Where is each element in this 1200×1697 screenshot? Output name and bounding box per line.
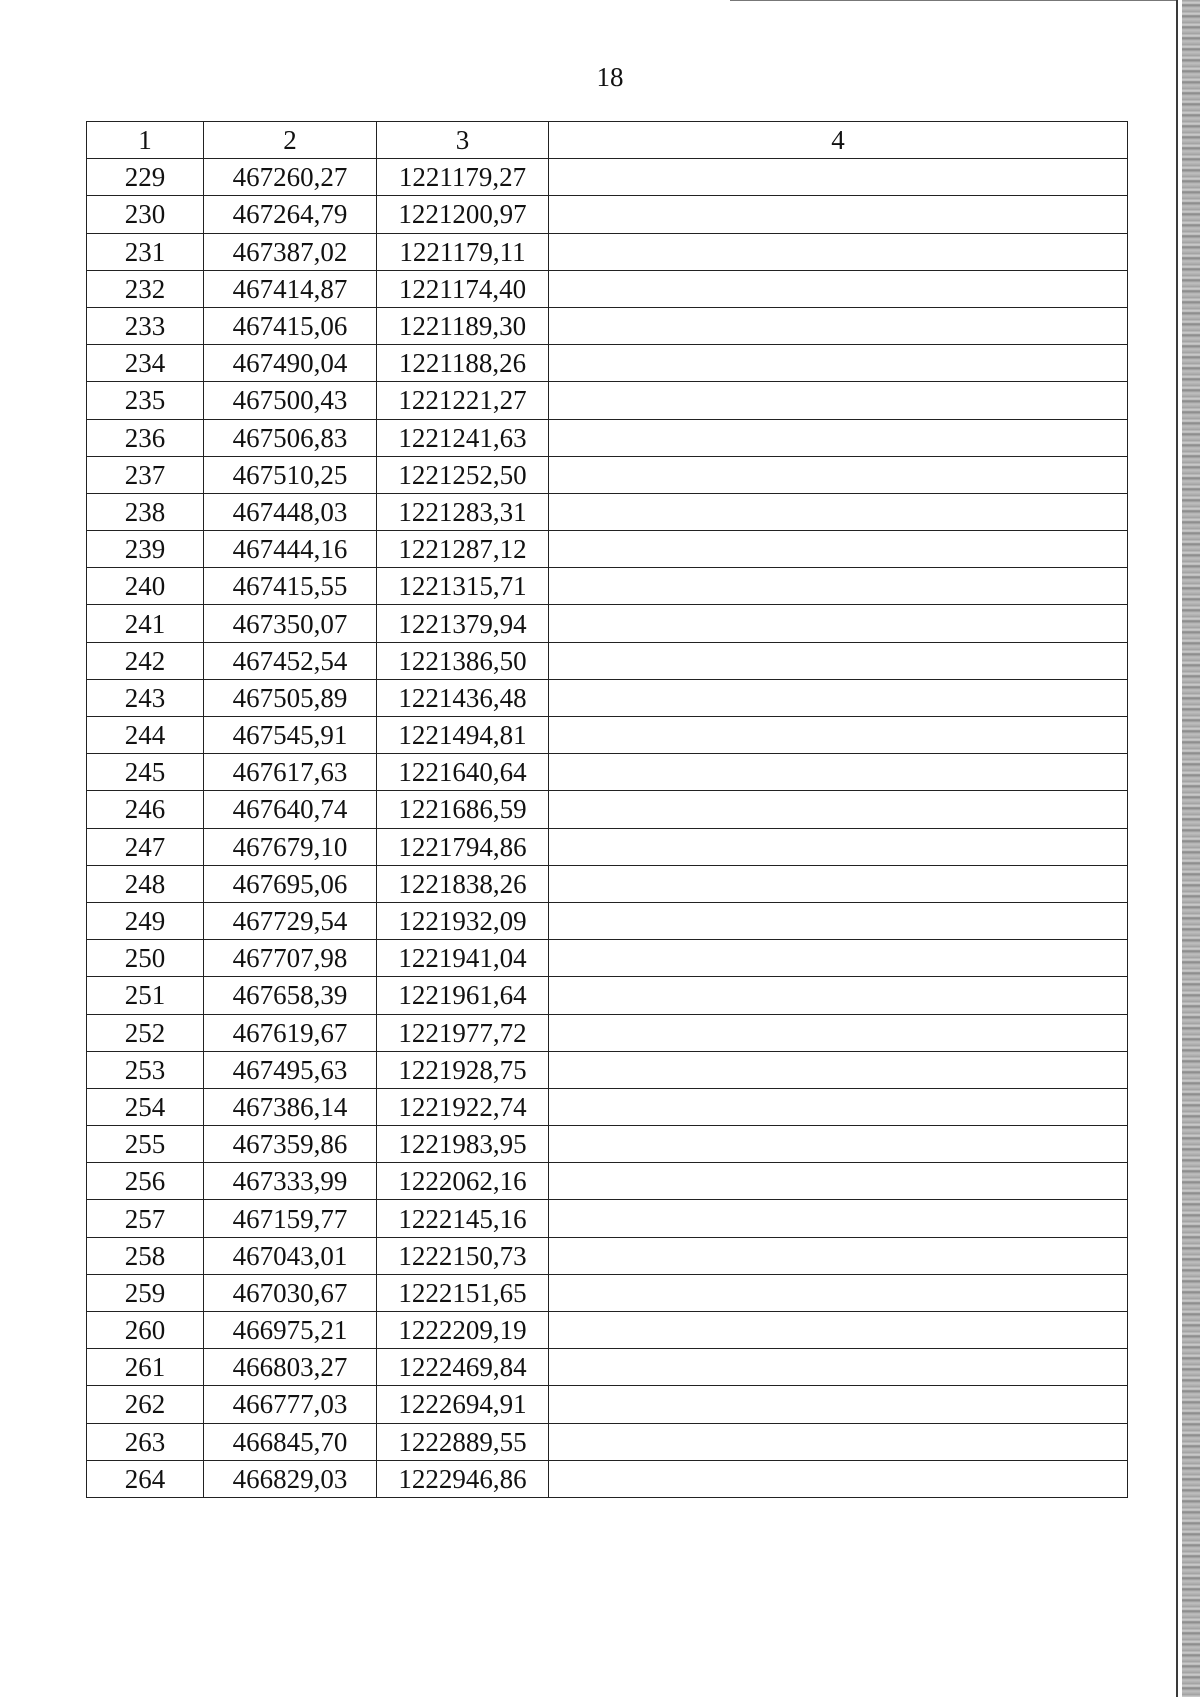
table-row: [87, 493, 1128, 530]
y-coordinate-cell: 1221932,09: [377, 902, 549, 939]
note-cell: [549, 456, 1128, 493]
y-coordinate-cell: 1221252,50: [377, 456, 549, 493]
table-row: [87, 940, 1128, 977]
note-cell: [549, 568, 1128, 605]
table-row: [87, 233, 1128, 270]
x-coordinate-cell: 467444,16: [204, 531, 377, 568]
point-number-cell: 240: [87, 568, 204, 605]
table-row: [87, 1386, 1128, 1423]
point-number-cell: 230: [87, 196, 204, 233]
point-number-cell: 241: [87, 605, 204, 642]
note-cell: [549, 1386, 1128, 1423]
x-coordinate-cell: 466975,21: [204, 1312, 377, 1349]
x-coordinate-cell: 467505,89: [204, 679, 377, 716]
point-number-cell: 234: [87, 345, 204, 382]
y-coordinate-cell: 1221794,86: [377, 828, 549, 865]
point-number-cell: 254: [87, 1088, 204, 1125]
table-row: [87, 1200, 1128, 1237]
x-coordinate-cell: 467617,63: [204, 754, 377, 791]
note-cell: [549, 196, 1128, 233]
y-coordinate-cell: 1221188,26: [377, 345, 549, 382]
y-coordinate-cell: 1221221,27: [377, 382, 549, 419]
y-coordinate-cell: 1222209,19: [377, 1312, 549, 1349]
coordinates-table: [86, 121, 1128, 1498]
table-row: [87, 1460, 1128, 1497]
x-coordinate-cell: 467387,02: [204, 233, 377, 270]
table-row: [87, 531, 1128, 568]
point-number-cell: 248: [87, 865, 204, 902]
y-coordinate-cell: 1222889,55: [377, 1423, 549, 1460]
point-number-cell: 255: [87, 1126, 204, 1163]
x-coordinate-cell: 467159,77: [204, 1200, 377, 1237]
note-cell: [549, 1051, 1128, 1088]
point-number-cell: 239: [87, 531, 204, 568]
note-cell: [549, 307, 1128, 344]
point-number-cell: 235: [87, 382, 204, 419]
table-row: [87, 717, 1128, 754]
y-coordinate-cell: 1221386,50: [377, 642, 549, 679]
x-coordinate-cell: 467448,03: [204, 493, 377, 530]
table-row: [87, 382, 1128, 419]
y-coordinate-cell: 1221640,64: [377, 754, 549, 791]
table-row: [87, 754, 1128, 791]
y-coordinate-cell: 1221179,11: [377, 233, 549, 270]
x-coordinate-cell: 466777,03: [204, 1386, 377, 1423]
table-row: [87, 791, 1128, 828]
note-cell: [549, 828, 1128, 865]
point-number-cell: 259: [87, 1274, 204, 1311]
x-coordinate-cell: 467495,63: [204, 1051, 377, 1088]
table-row: [87, 1126, 1128, 1163]
y-coordinate-cell: 1222150,73: [377, 1237, 549, 1274]
note-cell: [549, 679, 1128, 716]
note-cell: [549, 1460, 1128, 1497]
page-number: 18: [596, 62, 624, 92]
x-coordinate-cell: 467359,86: [204, 1126, 377, 1163]
note-cell: [549, 605, 1128, 642]
note-cell: [549, 717, 1128, 754]
x-coordinate-cell: 466829,03: [204, 1460, 377, 1497]
x-coordinate-cell: 467260,27: [204, 159, 377, 196]
column-header-4: 4: [549, 122, 1128, 159]
note-cell: [549, 1163, 1128, 1200]
table-row: [87, 977, 1128, 1014]
point-number-cell: 258: [87, 1237, 204, 1274]
table-row: [87, 345, 1128, 382]
y-coordinate-cell: 1221283,31: [377, 493, 549, 530]
column-header-2: 2: [204, 122, 377, 159]
note-cell: [549, 1126, 1128, 1163]
table-row: [87, 865, 1128, 902]
table-row: [87, 270, 1128, 307]
x-coordinate-cell: 466803,27: [204, 1349, 377, 1386]
y-coordinate-cell: 1221983,95: [377, 1126, 549, 1163]
x-coordinate-cell: 467679,10: [204, 828, 377, 865]
note-cell: [549, 642, 1128, 679]
y-coordinate-cell: 1221928,75: [377, 1051, 549, 1088]
point-number-cell: 262: [87, 1386, 204, 1423]
table-row: [87, 1423, 1128, 1460]
table-row: [87, 828, 1128, 865]
point-number-cell: 233: [87, 307, 204, 344]
point-number-cell: 243: [87, 679, 204, 716]
y-coordinate-cell: 1222062,16: [377, 1163, 549, 1200]
table-row: [87, 307, 1128, 344]
point-number-cell: 237: [87, 456, 204, 493]
table-row: [87, 1014, 1128, 1051]
table-row: [87, 568, 1128, 605]
x-coordinate-cell: 467333,99: [204, 1163, 377, 1200]
table-body: [87, 159, 1128, 1498]
note-cell: [549, 531, 1128, 568]
y-coordinate-cell: 1221287,12: [377, 531, 549, 568]
note-cell: [549, 865, 1128, 902]
scan-top-rule: [730, 0, 1178, 1]
point-number-cell: 250: [87, 940, 204, 977]
table-row: [87, 456, 1128, 493]
note-cell: [549, 419, 1128, 456]
point-number-cell: 253: [87, 1051, 204, 1088]
note-cell: [549, 493, 1128, 530]
table-row: [87, 1274, 1128, 1311]
point-number-cell: 251: [87, 977, 204, 1014]
y-coordinate-cell: 1221241,63: [377, 419, 549, 456]
x-coordinate-cell: 467386,14: [204, 1088, 377, 1125]
table-row: [87, 1349, 1128, 1386]
y-coordinate-cell: 1222151,65: [377, 1274, 549, 1311]
table-row: [87, 1237, 1128, 1274]
x-coordinate-cell: 467350,07: [204, 605, 377, 642]
point-number-cell: 249: [87, 902, 204, 939]
point-number-cell: 263: [87, 1423, 204, 1460]
y-coordinate-cell: 1222946,86: [377, 1460, 549, 1497]
x-coordinate-cell: 467707,98: [204, 940, 377, 977]
table-row: [87, 1051, 1128, 1088]
table-row: [87, 1312, 1128, 1349]
note-cell: [549, 977, 1128, 1014]
table-row: [87, 196, 1128, 233]
x-coordinate-cell: 467415,55: [204, 568, 377, 605]
note-cell: [549, 1237, 1128, 1274]
y-coordinate-cell: 1221379,94: [377, 605, 549, 642]
table-row: [87, 159, 1128, 196]
y-coordinate-cell: 1221922,74: [377, 1088, 549, 1125]
note-cell: [549, 1200, 1128, 1237]
note-cell: [549, 902, 1128, 939]
column-header-1: 1: [87, 122, 204, 159]
point-number-cell: 252: [87, 1014, 204, 1051]
scan-edge-line: [1176, 0, 1178, 1697]
y-coordinate-cell: 1222694,91: [377, 1386, 549, 1423]
y-coordinate-cell: 1222469,84: [377, 1349, 549, 1386]
point-number-cell: 244: [87, 717, 204, 754]
x-coordinate-cell: 467545,91: [204, 717, 377, 754]
table-row: [87, 1088, 1128, 1125]
point-number-cell: 238: [87, 493, 204, 530]
x-coordinate-cell: 467619,67: [204, 1014, 377, 1051]
point-number-cell: 264: [87, 1460, 204, 1497]
point-number-cell: 246: [87, 791, 204, 828]
y-coordinate-cell: 1221494,81: [377, 717, 549, 754]
y-coordinate-cell: 1221200,97: [377, 196, 549, 233]
y-coordinate-cell: 1221977,72: [377, 1014, 549, 1051]
point-number-cell: 257: [87, 1200, 204, 1237]
note-cell: [549, 159, 1128, 196]
table-row: [87, 1163, 1128, 1200]
y-coordinate-cell: 1221315,71: [377, 568, 549, 605]
x-coordinate-cell: 467452,54: [204, 642, 377, 679]
table-row: [87, 419, 1128, 456]
note-cell: [549, 233, 1128, 270]
point-number-cell: 261: [87, 1349, 204, 1386]
x-coordinate-cell: 467490,04: [204, 345, 377, 382]
point-number-cell: 242: [87, 642, 204, 679]
note-cell: [549, 270, 1128, 307]
y-coordinate-cell: 1221838,26: [377, 865, 549, 902]
x-coordinate-cell: 467043,01: [204, 1237, 377, 1274]
note-cell: [549, 754, 1128, 791]
x-coordinate-cell: 467658,39: [204, 977, 377, 1014]
y-coordinate-cell: 1222145,16: [377, 1200, 549, 1237]
point-number-cell: 231: [87, 233, 204, 270]
point-number-cell: 256: [87, 1163, 204, 1200]
note-cell: [549, 1423, 1128, 1460]
table-row: [87, 642, 1128, 679]
x-coordinate-cell: 467264,79: [204, 196, 377, 233]
table-row: [87, 902, 1128, 939]
x-coordinate-cell: 467506,83: [204, 419, 377, 456]
y-coordinate-cell: 1221179,27: [377, 159, 549, 196]
point-number-cell: 245: [87, 754, 204, 791]
point-number-cell: 247: [87, 828, 204, 865]
y-coordinate-cell: 1221189,30: [377, 307, 549, 344]
table-row: [87, 679, 1128, 716]
point-number-cell: 232: [87, 270, 204, 307]
y-coordinate-cell: 1221961,64: [377, 977, 549, 1014]
note-cell: [549, 1349, 1128, 1386]
point-number-cell: 229: [87, 159, 204, 196]
y-coordinate-cell: 1221174,40: [377, 270, 549, 307]
x-coordinate-cell: 467729,54: [204, 902, 377, 939]
note-cell: [549, 345, 1128, 382]
scan-edge: [1182, 0, 1200, 1697]
x-coordinate-cell: 467695,06: [204, 865, 377, 902]
y-coordinate-cell: 1221686,59: [377, 791, 549, 828]
table-row: [87, 605, 1128, 642]
x-coordinate-cell: 467030,67: [204, 1274, 377, 1311]
column-header-3: 3: [377, 122, 549, 159]
note-cell: [549, 382, 1128, 419]
note-cell: [549, 791, 1128, 828]
x-coordinate-cell: 467500,43: [204, 382, 377, 419]
point-number-cell: 260: [87, 1312, 204, 1349]
note-cell: [549, 940, 1128, 977]
x-coordinate-cell: 467414,87: [204, 270, 377, 307]
note-cell: [549, 1088, 1128, 1125]
note-cell: [549, 1312, 1128, 1349]
note-cell: [549, 1274, 1128, 1311]
y-coordinate-cell: 1221941,04: [377, 940, 549, 977]
x-coordinate-cell: 467510,25: [204, 456, 377, 493]
x-coordinate-cell: 467415,06: [204, 307, 377, 344]
note-cell: [549, 1014, 1128, 1051]
y-coordinate-cell: 1221436,48: [377, 679, 549, 716]
x-coordinate-cell: 466845,70: [204, 1423, 377, 1460]
point-number-cell: 236: [87, 419, 204, 456]
table-header-row: [87, 122, 1128, 159]
x-coordinate-cell: 467640,74: [204, 791, 377, 828]
